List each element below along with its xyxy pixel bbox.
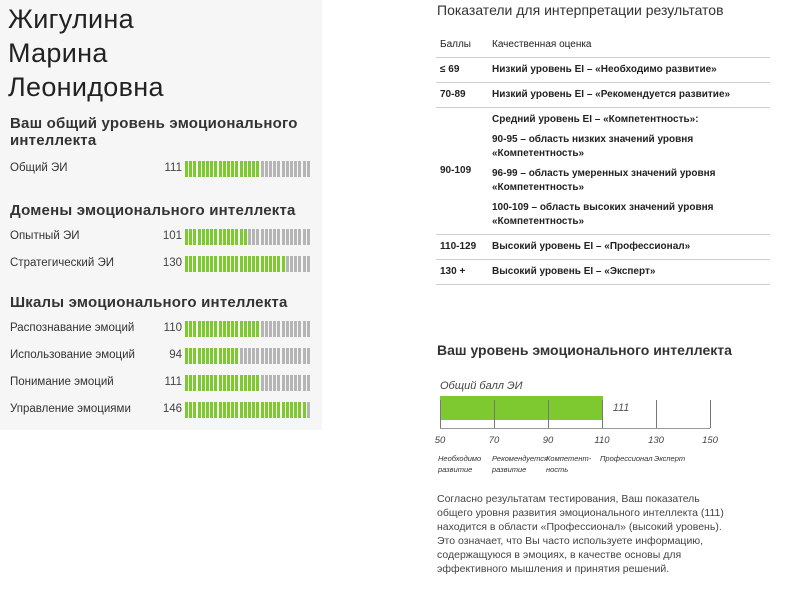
bar-segment — [261, 348, 264, 364]
chart-axis — [440, 428, 710, 429]
bar-segment — [214, 348, 217, 364]
bar-segment — [294, 161, 297, 177]
chart-tick — [656, 400, 657, 428]
bar-segment — [265, 375, 268, 391]
bar-segment — [282, 161, 285, 177]
metric-row — [10, 320, 320, 338]
score-cell: 130 + — [436, 260, 488, 285]
bar-segment — [252, 229, 255, 245]
bar-segment — [240, 348, 243, 364]
bar-segment — [223, 375, 226, 391]
bar-segment — [244, 402, 247, 418]
segmented-bar — [185, 375, 313, 391]
bar-segment — [294, 402, 297, 418]
bar-segment — [235, 321, 238, 337]
metric-label: Общий ЭИ — [10, 162, 68, 174]
bar-segment — [206, 256, 209, 272]
bar-segment — [290, 402, 293, 418]
bar-segment — [269, 402, 272, 418]
chart-range-label: Необходимо развитие — [438, 454, 482, 474]
bar-segment — [206, 161, 209, 177]
bar-segment — [185, 321, 188, 337]
bar-segment — [219, 402, 222, 418]
summary-text: Согласно результатам тестирования, Ваш показатель общего уровня развития эмоционального интеллекта (111) находится в области «Профессионал» (высокий уровень). Это означает, что Вы часто используете информацию, содержащуюся в эмоциях, в качестве основы для эффективного мышления и принятия решений. — [437, 493, 724, 575]
quality-sub-text: 100-109 – область высоких значений уровня «Компетентность» — [492, 202, 714, 227]
bar-segment — [185, 256, 188, 272]
bar-segment — [198, 161, 201, 177]
metric-row — [10, 228, 320, 246]
bar-segment — [286, 229, 289, 245]
bar-segment — [235, 375, 238, 391]
bar-segment — [269, 375, 272, 391]
bar-segment — [256, 375, 259, 391]
bar-segment — [286, 402, 289, 418]
bar-segment — [294, 321, 297, 337]
bar-segment — [185, 161, 188, 177]
bar-segment — [298, 321, 301, 337]
bar-segment — [252, 402, 255, 418]
column-header-score: Баллы — [436, 36, 488, 58]
bar-segment — [240, 375, 243, 391]
bar-segment — [202, 348, 205, 364]
bar-segment — [303, 229, 306, 245]
bar-segment — [244, 256, 247, 272]
bar-segment — [231, 256, 234, 272]
bar-segment — [298, 402, 301, 418]
quality-sub-text: 96-99 – область умеренных значений уровня «Компетентность» — [492, 168, 716, 193]
metric-label: Понимание эмоций — [10, 376, 114, 388]
bar-segment — [210, 375, 213, 391]
quality-cell: Высокий уровень EI – «Профессионал» — [488, 235, 770, 260]
bar-segment — [277, 375, 280, 391]
bar-segment — [303, 321, 306, 337]
metric-row — [10, 374, 320, 392]
chart-range-label: Эксперт — [654, 454, 686, 463]
bar-segment — [202, 161, 205, 177]
bar-segment — [189, 348, 192, 364]
bar-segment — [256, 256, 259, 272]
table-row — [436, 58, 770, 83]
bar-segment — [256, 402, 259, 418]
bar-segment — [206, 402, 209, 418]
bar-segment — [193, 321, 196, 337]
bar-segment — [282, 229, 285, 245]
bar-segment — [290, 161, 293, 177]
bar-segment — [282, 348, 285, 364]
quality-sub-text: 90-95 – область низких значений уровня «Компетентность» — [492, 134, 694, 159]
bar-segment — [265, 402, 268, 418]
bar-segment — [273, 321, 276, 337]
bar-segment — [185, 375, 188, 391]
table-row — [436, 108, 770, 235]
bar-segment — [244, 161, 247, 177]
bar-segment — [227, 348, 230, 364]
bar-segment — [298, 229, 301, 245]
segmented-bar — [185, 402, 313, 418]
bar-segment — [244, 229, 247, 245]
chart-range-label: Рекомендуется развитие — [492, 454, 549, 474]
bar-segment — [282, 321, 285, 337]
bar-segment — [252, 321, 255, 337]
quality-main-text: Средний уровень EI – «Компетентность»: — [492, 114, 699, 125]
bar-segment — [206, 348, 209, 364]
metric-row — [10, 401, 320, 419]
person-name — [8, 2, 164, 104]
bar-segment — [303, 161, 306, 177]
bar-segment — [277, 321, 280, 337]
bar-segment — [286, 375, 289, 391]
bar-segment — [206, 229, 209, 245]
bar-segment — [282, 402, 285, 418]
bar-segment — [244, 348, 247, 364]
score-value-label: 111 — [612, 402, 630, 414]
bar-segment — [269, 348, 272, 364]
bar-segment — [202, 402, 205, 418]
bar-segment — [290, 321, 293, 337]
bar-segment — [252, 348, 255, 364]
bar-segment — [198, 321, 201, 337]
bar-segment — [231, 402, 234, 418]
metric-label: Стратегический ЭИ — [10, 257, 115, 269]
bar-segment — [210, 402, 213, 418]
chart-tick — [710, 400, 711, 428]
interpretation-table — [436, 36, 770, 285]
metric-value: 94 — [169, 349, 182, 361]
bar-segment — [240, 321, 243, 337]
bar-segment — [273, 161, 276, 177]
bar-segment — [265, 161, 268, 177]
table-header-row — [436, 36, 770, 58]
bar-segment — [227, 256, 230, 272]
metric-row — [10, 160, 320, 178]
domains-title: Домены эмоционального интеллекта — [10, 202, 296, 219]
bar-segment — [210, 229, 213, 245]
bar-segment — [269, 321, 272, 337]
chart-label: Общий балл ЭИ — [440, 380, 523, 392]
bar-segment — [273, 402, 276, 418]
bar-segment — [261, 229, 264, 245]
bar-segment — [265, 229, 268, 245]
bar-segment — [240, 229, 243, 245]
bar-segment — [202, 256, 205, 272]
bar-segment — [286, 256, 289, 272]
bar-segment — [198, 348, 201, 364]
bar-segment — [210, 256, 213, 272]
bar-segment — [252, 375, 255, 391]
bar-segment — [206, 321, 209, 337]
table-row — [436, 83, 770, 108]
segmented-bar — [185, 321, 313, 337]
bar-segment — [198, 402, 201, 418]
bar-segment — [256, 161, 259, 177]
profile-panel — [0, 0, 322, 430]
bar-segment — [290, 375, 293, 391]
ei-level-chart — [436, 378, 736, 478]
bar-segment — [286, 348, 289, 364]
bar-segment — [277, 229, 280, 245]
segmented-bar — [185, 348, 313, 364]
bar-segment — [214, 256, 217, 272]
bar-segment — [189, 161, 192, 177]
bar-segment — [189, 256, 192, 272]
metric-value: 101 — [162, 230, 182, 242]
bar-segment — [231, 229, 234, 245]
your-level-title: Ваш уровень эмоционального интеллекта — [437, 342, 732, 358]
bar-segment — [193, 375, 196, 391]
chart-tick — [494, 400, 495, 428]
bar-segment — [219, 229, 222, 245]
chart-tick-label: 130 — [648, 435, 664, 446]
column-header-quality: Качественная оценка — [488, 36, 770, 58]
bar-segment — [214, 229, 217, 245]
bar-segment — [210, 161, 213, 177]
bar-segment — [227, 402, 230, 418]
bar-segment — [256, 348, 259, 364]
bar-segment — [189, 375, 192, 391]
bar-segment — [307, 375, 310, 391]
bar-segment — [307, 402, 310, 418]
bar-segment — [273, 256, 276, 272]
bar-segment — [223, 402, 226, 418]
bar-segment — [273, 375, 276, 391]
table-row — [436, 260, 770, 285]
bar-segment — [223, 321, 226, 337]
bar-segment — [235, 402, 238, 418]
name-line-1: Жигулина — [8, 4, 134, 34]
bar-segment — [235, 256, 238, 272]
interpretation-title: Показатели для интерпретации результатов — [437, 2, 724, 18]
name-line-3: Леонидовна — [8, 72, 164, 102]
bar-segment — [248, 375, 251, 391]
bar-segment — [185, 229, 188, 245]
quality-cell: Низкий уровень EI – «Рекомендуется развитие» — [488, 83, 770, 108]
segmented-bar — [185, 256, 313, 272]
bar-segment — [277, 256, 280, 272]
bar-segment — [303, 256, 306, 272]
bar-segment — [290, 256, 293, 272]
bar-segment — [307, 321, 310, 337]
bar-segment — [294, 229, 297, 245]
chart-range-label: Профессионал — [600, 454, 653, 463]
chart-tick-label: 90 — [542, 435, 554, 446]
chart-tick — [440, 400, 441, 428]
bar-segment — [261, 161, 264, 177]
bar-segment — [189, 321, 192, 337]
bar-segment — [294, 256, 297, 272]
bar-segment — [261, 256, 264, 272]
bar-segment — [307, 229, 310, 245]
chart-tick — [602, 400, 603, 428]
bar-segment — [219, 161, 222, 177]
bar-segment — [252, 256, 255, 272]
bar-segment — [231, 375, 234, 391]
bar-segment — [248, 321, 251, 337]
bar-segment — [193, 161, 196, 177]
table-row — [436, 235, 770, 260]
bar-segment — [235, 229, 238, 245]
bar-segment — [269, 229, 272, 245]
bar-segment — [298, 375, 301, 391]
bar-segment — [227, 375, 230, 391]
bar-segment — [290, 229, 293, 245]
bar-segment — [286, 161, 289, 177]
metric-value: 110 — [163, 322, 182, 334]
bar-segment — [227, 161, 230, 177]
bar-segment — [210, 321, 213, 337]
bar-segment — [298, 161, 301, 177]
bar-segment — [282, 375, 285, 391]
bar-segment — [193, 348, 196, 364]
bar-segment — [273, 229, 276, 245]
bar-segment — [277, 402, 280, 418]
bar-segment — [282, 256, 285, 272]
bar-segment — [277, 348, 280, 364]
bar-segment — [256, 321, 259, 337]
bar-segment — [298, 348, 301, 364]
metric-label: Распознавание эмоций — [10, 322, 135, 334]
bar-segment — [256, 229, 259, 245]
segmented-bar — [185, 161, 313, 177]
bar-segment — [240, 256, 243, 272]
bar-segment — [219, 321, 222, 337]
metric-value: 111 — [164, 376, 182, 388]
metric-label: Использование эмоций — [10, 349, 135, 361]
metric-value: 146 — [162, 403, 182, 415]
quality-cell: Высокий уровень EI – «Эксперт» — [488, 260, 770, 285]
bar-segment — [189, 402, 192, 418]
chart-range-label: Компетент-ность — [546, 454, 592, 474]
bar-segment — [290, 348, 293, 364]
bar-segment — [198, 375, 201, 391]
bar-segment — [248, 229, 251, 245]
bar-segment — [214, 375, 217, 391]
metric-label: Управление эмоциями — [10, 403, 131, 415]
bar-segment — [277, 161, 280, 177]
bar-segment — [223, 256, 226, 272]
bar-segment — [210, 348, 213, 364]
bar-segment — [198, 256, 201, 272]
bar-segment — [219, 348, 222, 364]
bar-segment — [227, 321, 230, 337]
chart-tick-label: 150 — [702, 435, 718, 446]
bar-segment — [269, 161, 272, 177]
score-bar — [440, 396, 603, 420]
bar-segment — [244, 375, 247, 391]
quality-cell — [488, 108, 770, 235]
overall-title: Ваш общий уровень эмоционального интеллекта — [10, 115, 298, 149]
bar-segment — [261, 321, 264, 337]
bar-segment — [189, 229, 192, 245]
bar-segment — [294, 375, 297, 391]
scales-title: Шкалы эмоционального интеллекта — [10, 294, 288, 311]
metric-value: 111 — [164, 162, 182, 174]
bar-segment — [261, 402, 264, 418]
metric-row — [10, 347, 320, 365]
bar-segment — [307, 256, 310, 272]
bar-segment — [265, 321, 268, 337]
bar-segment — [231, 161, 234, 177]
bar-segment — [248, 348, 251, 364]
bar-segment — [248, 256, 251, 272]
score-cell: 70-89 — [436, 83, 488, 108]
bar-segment — [248, 161, 251, 177]
bar-segment — [206, 375, 209, 391]
bar-segment — [265, 348, 268, 364]
bar-segment — [202, 321, 205, 337]
bar-segment — [286, 321, 289, 337]
bar-segment — [223, 348, 226, 364]
bar-segment — [219, 256, 222, 272]
metric-label: Опытный ЭИ — [10, 230, 80, 242]
bar-segment — [261, 375, 264, 391]
bar-segment — [219, 375, 222, 391]
bar-segment — [248, 402, 251, 418]
bar-segment — [307, 348, 310, 364]
bar-segment — [185, 402, 188, 418]
score-cell: 90-109 — [436, 108, 488, 235]
chart-tick-label: 70 — [488, 435, 500, 446]
bar-segment — [214, 161, 217, 177]
bar-segment — [307, 161, 310, 177]
bar-segment — [269, 256, 272, 272]
bar-segment — [252, 161, 255, 177]
bar-segment — [294, 348, 297, 364]
bar-segment — [223, 229, 226, 245]
name-line-2: Марина — [8, 38, 108, 68]
bar-segment — [273, 348, 276, 364]
score-cell: ≤ 69 — [436, 58, 488, 83]
bar-segment — [240, 161, 243, 177]
bar-segment — [298, 256, 301, 272]
bar-segment — [231, 321, 234, 337]
bar-segment — [235, 161, 238, 177]
bar-segment — [202, 375, 205, 391]
bar-segment — [227, 229, 230, 245]
bar-segment — [303, 402, 306, 418]
bar-segment — [240, 402, 243, 418]
bar-segment — [235, 348, 238, 364]
score-cell: 110-129 — [436, 235, 488, 260]
bar-segment — [198, 229, 201, 245]
bar-segment — [223, 161, 226, 177]
bar-segment — [193, 229, 196, 245]
bar-segment — [303, 348, 306, 364]
bar-segment — [231, 348, 234, 364]
chart-tick-label: 110 — [594, 435, 610, 446]
bar-segment — [265, 256, 268, 272]
bar-segment — [214, 402, 217, 418]
chart-tick — [548, 400, 549, 428]
bar-segment — [214, 321, 217, 337]
segmented-bar — [185, 229, 313, 245]
bar-segment — [193, 402, 196, 418]
bar-segment — [185, 348, 188, 364]
bar-segment — [303, 375, 306, 391]
bar-segment — [202, 229, 205, 245]
bar-segment — [244, 321, 247, 337]
bar-segment — [193, 256, 196, 272]
metric-value: 130 — [162, 257, 182, 269]
metric-row — [10, 255, 320, 273]
quality-cell: Низкий уровень EI – «Необходимо развитие» — [488, 58, 770, 83]
chart-tick-label: 50 — [434, 435, 446, 446]
